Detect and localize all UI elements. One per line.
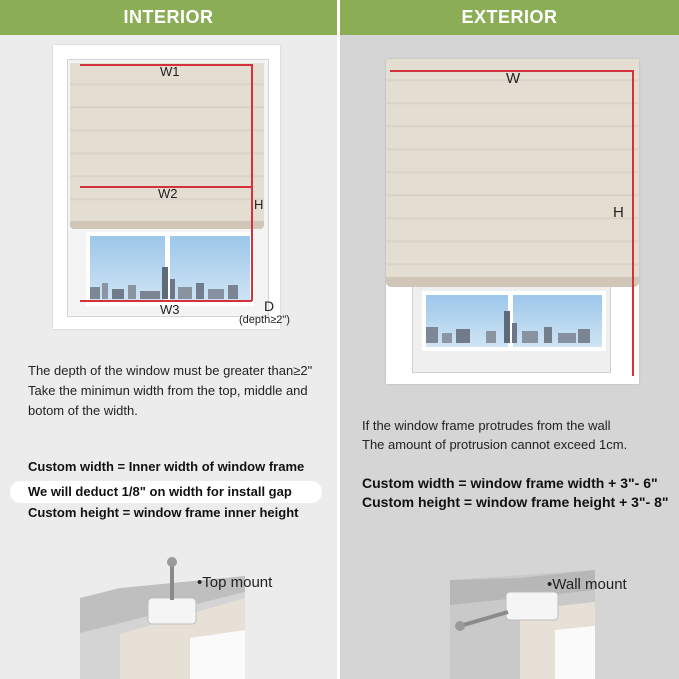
- wall-mount-illustration: [340, 550, 679, 679]
- exterior-city-skyline: [426, 307, 594, 343]
- exterior-paragraph-line-1: If the window frame protrudes from the wall: [362, 418, 611, 433]
- interior-custom-width: Custom width = Inner width of window frame: [28, 459, 305, 474]
- label-w1: W1: [160, 64, 180, 79]
- deduct-note: We will deduct 1/8" on width for install gap: [28, 484, 292, 499]
- exterior-window-illustration: [386, 59, 639, 384]
- label-depth: (depth≥2"): [239, 314, 290, 326]
- city-skyline: [90, 265, 242, 299]
- top-mount-label: •Top mount: [197, 574, 273, 591]
- label-w2: W2: [158, 186, 178, 201]
- label-w3: W3: [160, 302, 180, 317]
- top-mount-illustration: [0, 548, 337, 679]
- wall-mount-label: •Wall mount: [547, 576, 627, 593]
- exterior-header: EXTERIOR: [340, 0, 679, 35]
- interior-paragraph-line-1: The depth of the window must be greater than≥2": [28, 363, 313, 378]
- exterior-custom-width: Custom width = window frame width + 3"- 6": [362, 475, 658, 491]
- label-w: W: [506, 70, 521, 87]
- interior-header: INTERIOR: [0, 0, 337, 35]
- interior-custom-height: Custom height = window frame inner height: [28, 505, 299, 520]
- exterior-paragraph-line-2: The amount of protrusion cannot exceed 1cm.: [362, 437, 628, 452]
- label-h: H: [254, 197, 264, 212]
- exterior-custom-height: Custom height = window frame height + 3"- 8": [362, 494, 669, 510]
- label-d: D: [264, 298, 275, 314]
- exterior-panel: [340, 0, 679, 679]
- exterior-roman-shade: [386, 59, 639, 279]
- label-h-exterior: H: [613, 204, 624, 221]
- interior-paragraph-line-3: botom of the width.: [28, 403, 138, 418]
- interior-panel: [0, 0, 337, 679]
- interior-paragraph-line-2: Take the minimun width from the top, middle and: [28, 383, 308, 398]
